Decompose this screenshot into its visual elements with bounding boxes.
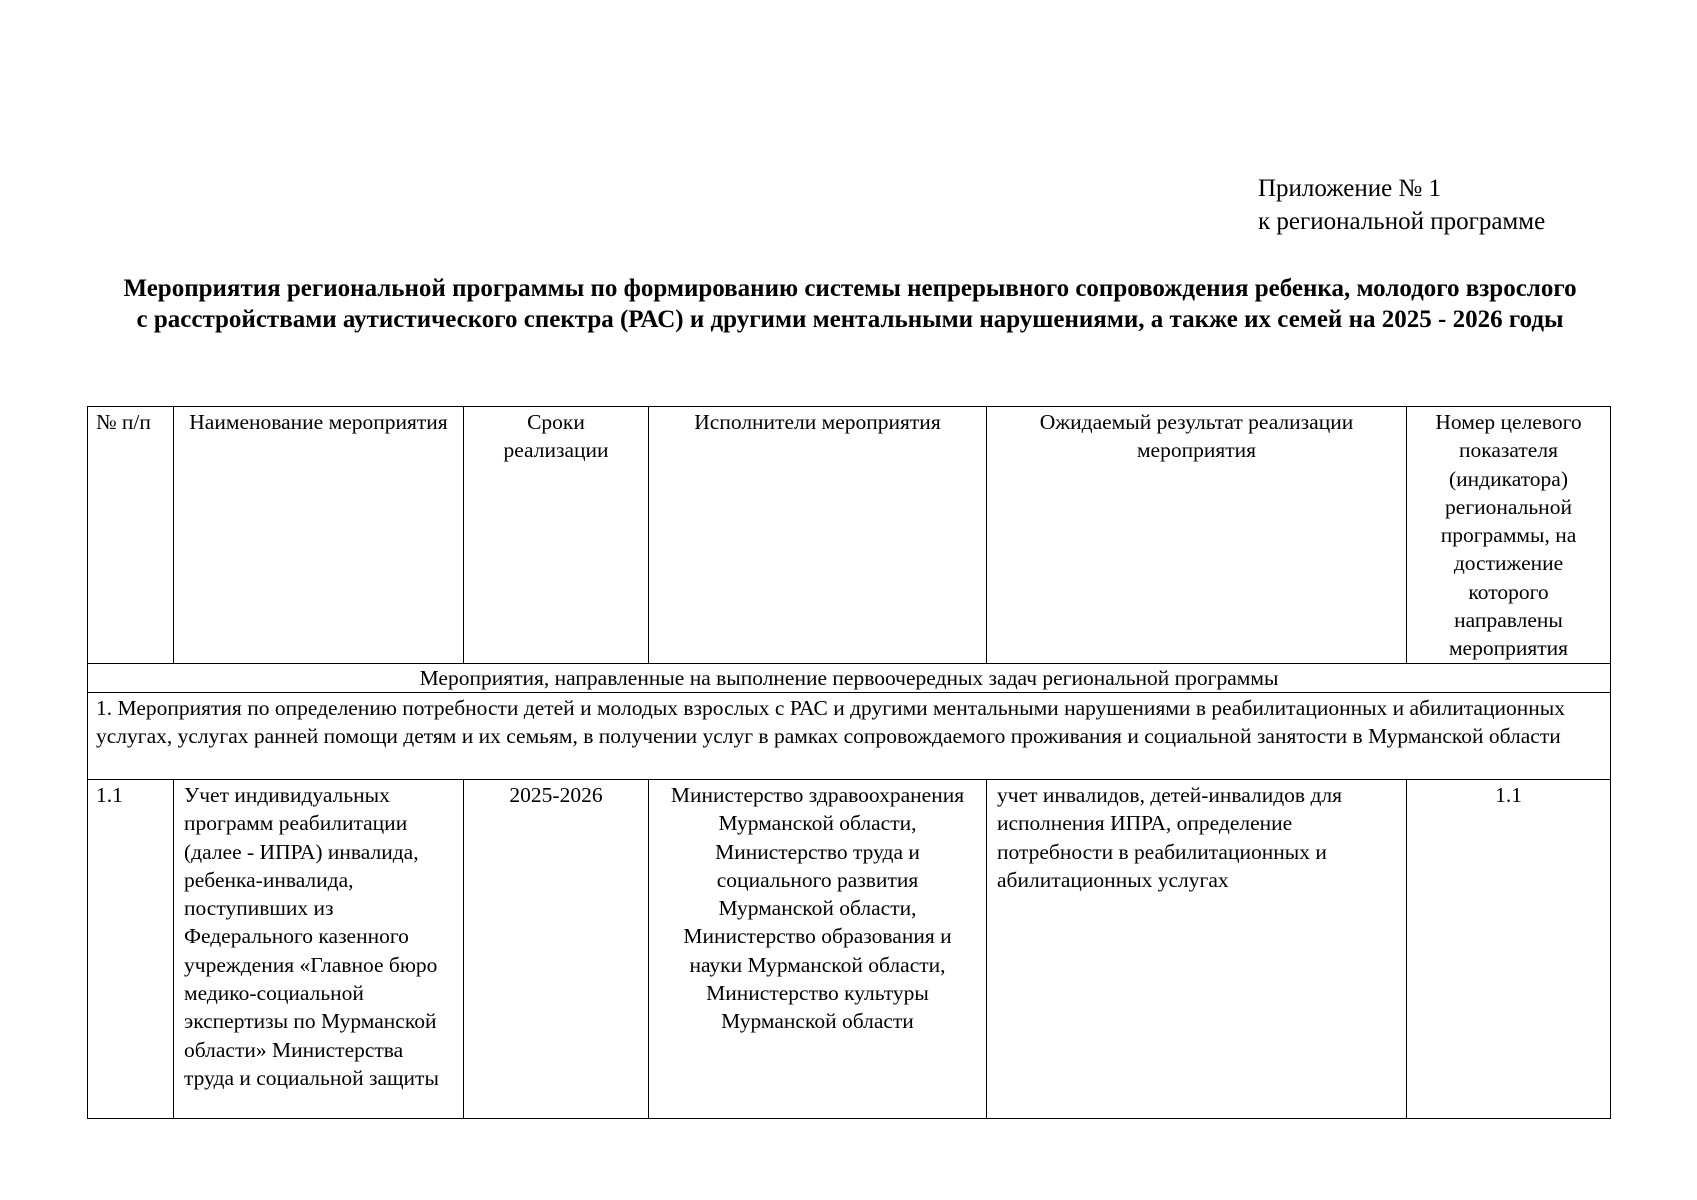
row-result: учет инвалидов, детей-инвалидов для исполнения ИПРА, определение потребности в реабилитационных и абилитационных услугах (987, 779, 1407, 1118)
row-name: Учет индивидуальных программ реабилитации (далее - ИПРА) инвалида, ребенка-инвалида, поступивших из Федерального казенного учреждения «Главное бюро медико-социальной экспертизы по Мурманской области» Министерства труда и социальной защиты (174, 779, 464, 1118)
subsection-title: 1. Мероприятия по определению потребности детей и молодых взрослых с РАС и другими ментальными нарушениями в реабилитационных и абилитационных услугах, услугах ранней помощи детям и их семьям, в получении услуг в рамках сопровождаемого проживания и социальной занятости в Мурманской области (88, 692, 1611, 779)
row-executors: Министерство здравоохранения Мурманской области, Министерство труда и социального развития Мурманской области, Министерство образования и науки Мурманской области, Министерство культуры Мурманской области (649, 779, 987, 1118)
measures-table (87, 406, 1611, 1119)
subsection-row (88, 692, 1611, 779)
header-indicator: Номер целевого показателя (индикатора) региональной программы, на достижение которого направлены мероприятия (1407, 407, 1611, 664)
row-indicator: 1.1 (1407, 779, 1611, 1118)
header-number: № п/п (88, 407, 174, 664)
section-row (88, 663, 1611, 692)
appendix-line-1: Приложение № 1 (1258, 175, 1442, 202)
header-result: Ожидаемый результат реализации мероприятия (987, 407, 1407, 664)
appendix-line-2: к региональной программе (1258, 208, 1546, 235)
row-period: 2025-2026 (464, 779, 649, 1118)
section-title: Мероприятия, направленные на выполнение первоочередных задач региональной программы (88, 663, 1611, 692)
row-number: 1.1 (88, 779, 174, 1118)
table-row (88, 779, 1611, 1118)
appendix-note (1258, 172, 1545, 238)
document-title: Мероприятия региональной программы по формированию системы непрерывного сопровождения ребенка, молодого взрослого с расстройствами аутистического спектра (РАС) и другими ментальными нарушениями, а также их семей на 2025 - 2026 годы (123, 275, 1577, 333)
table-header-row (88, 407, 1611, 664)
header-period: Сроки реализации (464, 407, 649, 664)
header-executors: Исполнители мероприятия (649, 407, 987, 664)
header-name: Наименование мероприятия (174, 407, 464, 664)
